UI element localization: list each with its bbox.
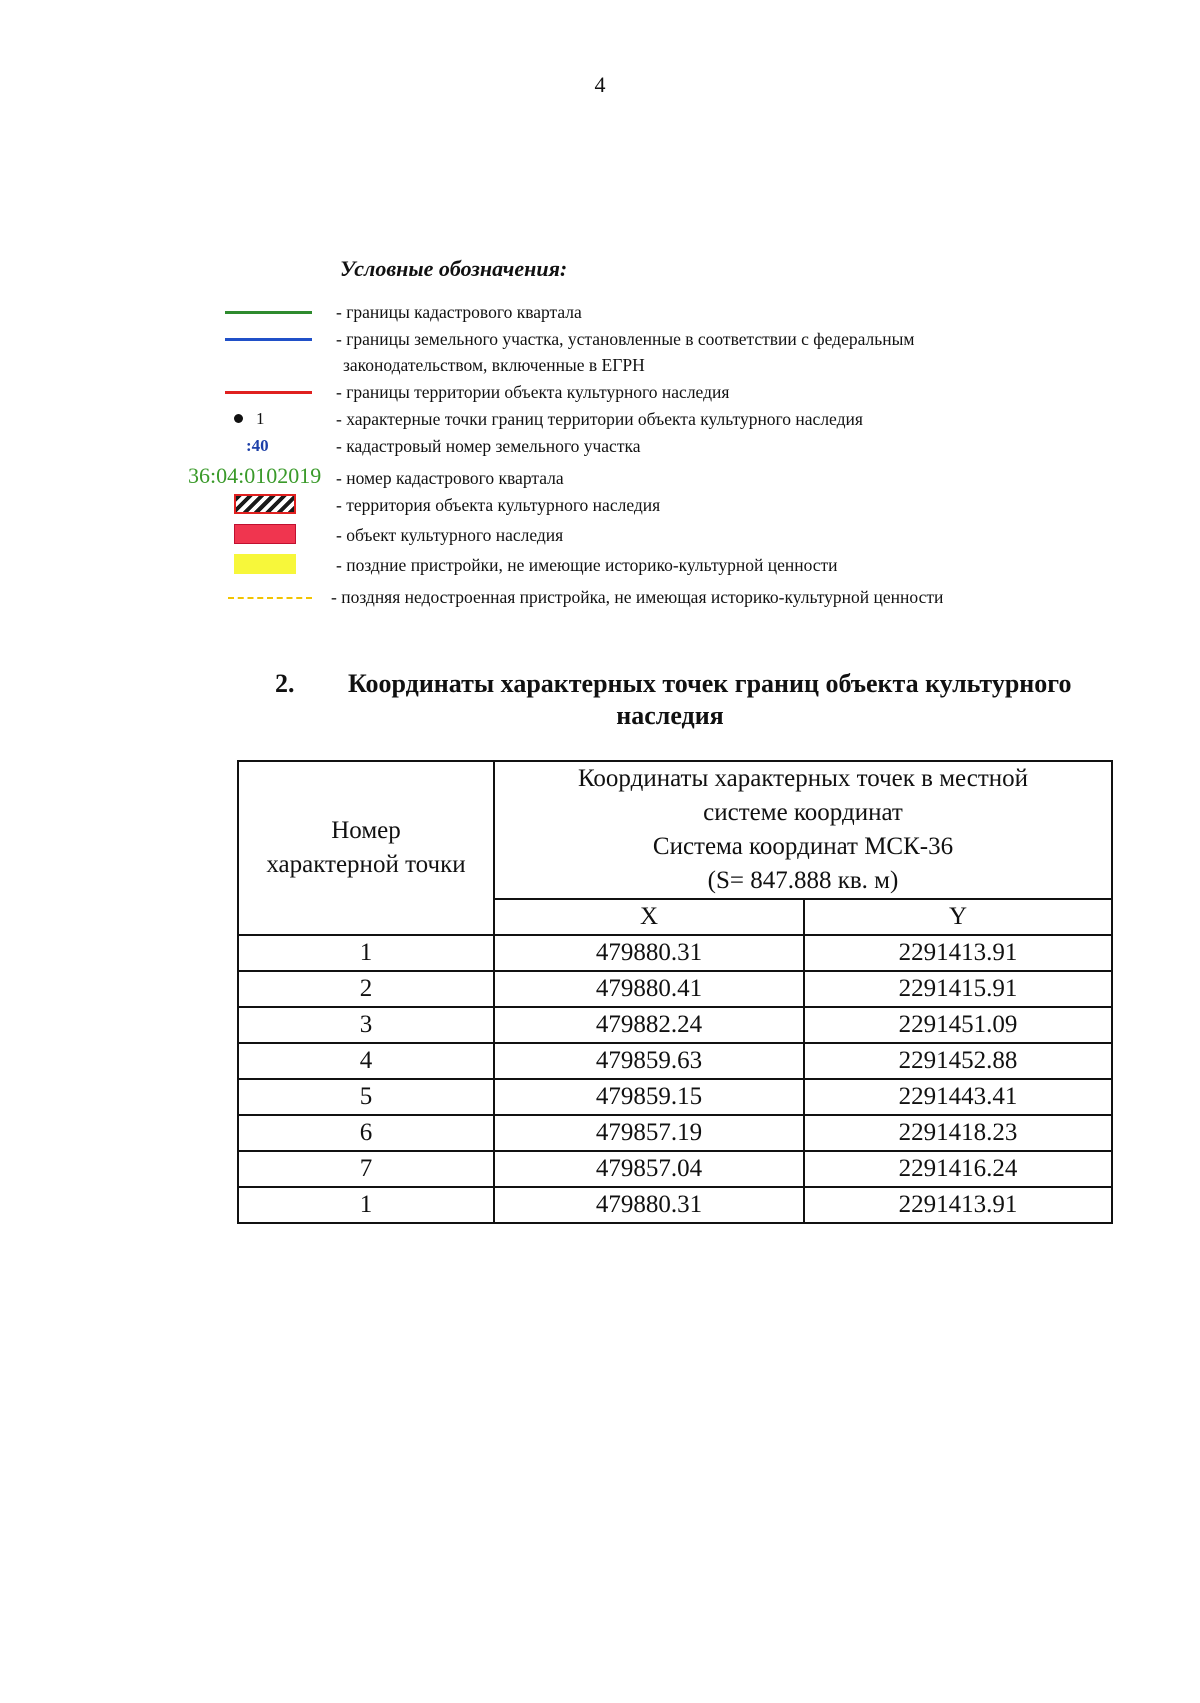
- y-cell: 2291416.24: [804, 1151, 1112, 1187]
- table-row: [238, 1079, 1112, 1115]
- legend-text: - границы земельного участка, установленные в соответствии с федеральным: [336, 329, 915, 349]
- legend-text: - границы кадастрового квартала: [336, 302, 582, 322]
- legend-item-parcel-number: [0, 433, 1200, 459]
- legend-item-heritage-territory: [0, 492, 1200, 518]
- point-number-cell: 3: [238, 1007, 494, 1043]
- point-label: 1: [256, 409, 265, 428]
- point-number-header: [238, 761, 494, 935]
- table-row: [238, 971, 1112, 1007]
- y-cell: 2291413.91: [804, 935, 1112, 971]
- y-column-header: Y: [804, 899, 1112, 935]
- legend-item-parcel-boundary: [0, 326, 1200, 352]
- point-number-cell: 7: [238, 1151, 494, 1187]
- legend-text: - поздняя недостроенная пристройка, не имеющая историко-культурной ценности: [331, 587, 944, 607]
- table-row: [238, 1115, 1112, 1151]
- y-cell: 2291418.23: [804, 1115, 1112, 1151]
- coord-header-line: системе координат: [703, 799, 903, 826]
- x-cell: 479859.15: [494, 1079, 804, 1115]
- x-cell: 479882.24: [494, 1007, 804, 1043]
- point-number-cell: 6: [238, 1115, 494, 1151]
- table-row: [238, 1187, 1112, 1223]
- legend-item-late-annexes: [0, 552, 1200, 578]
- point-header-line: Номер: [331, 817, 401, 844]
- hatched-box-icon: [234, 494, 296, 514]
- x-cell: 479880.31: [494, 1187, 804, 1223]
- table-row: [238, 1007, 1112, 1043]
- legend-item-quarter-number: [0, 465, 1200, 491]
- legend-text: законодательством, включенные в ЕГРН: [343, 355, 645, 375]
- legend-text: - объект культурного наследия: [336, 525, 564, 545]
- section-number: 2.: [275, 669, 295, 698]
- x-cell: 479880.31: [494, 935, 804, 971]
- red-line-icon: [225, 391, 312, 394]
- parcel-number-label: :40: [246, 436, 269, 455]
- section-title-line2: наследия: [616, 701, 724, 730]
- y-cell: 2291415.91: [804, 971, 1112, 1007]
- legend-item-heritage-object: [0, 522, 1200, 548]
- x-column-header: X: [494, 899, 804, 935]
- x-cell: 479857.19: [494, 1115, 804, 1151]
- legend-title: Условные обозначения:: [340, 256, 568, 281]
- page-number: 4: [594, 72, 606, 97]
- legend-text: - границы территории объекта культурного наследия: [336, 382, 730, 402]
- legend-item-unfinished-annex: [0, 584, 1200, 610]
- quarter-number-label: 36:04:0102019: [188, 463, 322, 488]
- x-cell: 479859.63: [494, 1043, 804, 1079]
- yellow-box-icon: [234, 554, 296, 574]
- point-number-cell: 1: [238, 935, 494, 971]
- legend-text: - поздние пристройки, не имеющие историко-культурной ценности: [336, 555, 838, 575]
- table-row: [238, 1043, 1112, 1079]
- legend-item-quarter-boundary: [0, 299, 1200, 325]
- legend-item-heritage-boundary: [0, 379, 1200, 405]
- coordinates-header: [494, 761, 1112, 899]
- point-number-cell: 5: [238, 1079, 494, 1115]
- section-title-line1: Координаты характерных точек границ объекта культурного: [348, 669, 1072, 698]
- point-number-cell: 2: [238, 971, 494, 1007]
- x-cell: 479880.41: [494, 971, 804, 1007]
- legend-text: - номер кадастрового квартала: [336, 468, 564, 488]
- coordinates-table: [237, 760, 1113, 1224]
- table-row: [238, 935, 1112, 971]
- coord-header-line: Система координат МСК-36: [652, 833, 954, 860]
- point-number-cell: 1: [238, 1187, 494, 1223]
- y-cell: 2291451.09: [804, 1007, 1112, 1043]
- x-cell: 479857.04: [494, 1151, 804, 1187]
- y-cell: 2291413.91: [804, 1187, 1112, 1223]
- y-cell: 2291443.41: [804, 1079, 1112, 1115]
- legend-text: - кадастровый номер земельного участка: [336, 436, 641, 456]
- red-box-icon: [234, 524, 296, 544]
- point-number-cell: 4: [238, 1043, 494, 1079]
- y-cell: 2291452.88: [804, 1043, 1112, 1079]
- legend-text: - территория объекта культурного наследия: [336, 495, 661, 515]
- legend-text: - характерные точки границ территории объекта культурного наследия: [336, 409, 863, 429]
- coord-header-line: (S= 847.888 кв. м): [707, 867, 899, 894]
- legend-item-parcel-boundary-cont: [0, 352, 1200, 378]
- point-header-line: характерной точки: [266, 851, 466, 878]
- table-row: [238, 1151, 1112, 1187]
- point-icon: [234, 414, 243, 423]
- coord-header-line: Координаты характерных точек в местной: [578, 765, 1029, 792]
- blue-line-icon: [225, 338, 312, 341]
- yellow-dashed-line-icon: [228, 597, 312, 599]
- green-line-icon: [225, 311, 312, 314]
- table-header-row: [238, 761, 1112, 899]
- legend-item-points: [0, 406, 1200, 432]
